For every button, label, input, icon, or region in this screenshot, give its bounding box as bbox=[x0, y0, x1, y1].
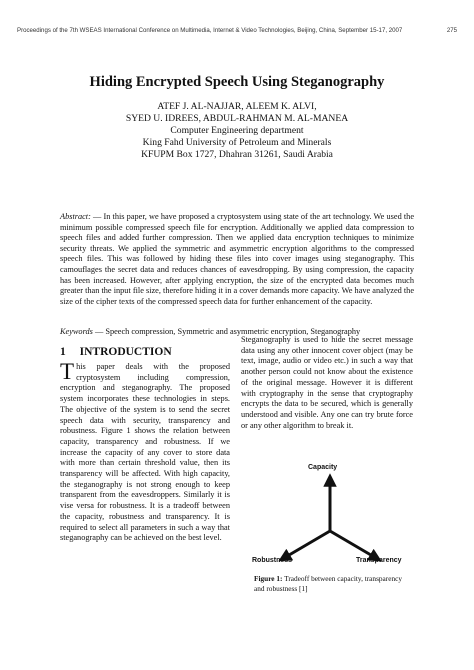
keywords-label: Keywords bbox=[60, 327, 93, 336]
dropcap-letter: T bbox=[60, 359, 75, 384]
figure-1-diagram bbox=[250, 462, 410, 580]
paper-title: Hiding Encrypted Speech Using Steganography bbox=[89, 74, 385, 90]
intro-right-column bbox=[241, 335, 413, 431]
robustness-label: Robustness bbox=[252, 557, 293, 564]
keywords-text: — Speech compression, Symmetric and asymmetric encryption, Steganography bbox=[94, 327, 361, 336]
running-head bbox=[17, 27, 457, 34]
intro-paragraph-left: his paper deals with the proposed cryptosystem including compression, encryption and steganography. The proposed system incorporates these technologies in steps. The objective of the system is to send the secret speech data with security, transparency and robustness. Figure 1 shows the relation between capacity, transparency and robustness. If we increase the capacity of any cover to store data with more than certain threshold value, then its transparency will be affected. With high capacity, the steganography is not strong enough to keep transparent from the eavesdroppers. Similarly it is vise versa for robustness. It is a tradeoff between the capacity, robustness and transparency. It is required to select all parameters in such a way that steganography can be achieved on the best level. bbox=[60, 362, 230, 543]
transparency-label: Transparency bbox=[356, 557, 402, 564]
author-line-1: ATEF J. AL-NAJJAR, ALEEM K. ALVI, bbox=[157, 101, 317, 112]
section-title: INTRODUCTION bbox=[79, 346, 172, 358]
author-line-2: SYED U. IDREES, ABDUL-RAHMAN M. AL-MANEA bbox=[125, 113, 349, 124]
author-block bbox=[0, 101, 474, 161]
affiliation-address: KFUPM Box 1727, Dhahran 31261, Saudi Arabia bbox=[141, 149, 333, 160]
section-heading bbox=[60, 346, 172, 358]
affiliation-department: Computer Engineering department bbox=[170, 125, 304, 136]
figure-caption-label: Figure 1: bbox=[254, 574, 283, 583]
capacity-label: Capacity bbox=[308, 464, 338, 471]
section-number: 1 bbox=[60, 346, 66, 358]
abstract-text: — In this paper, we have proposed a cryptosystem using state of the art technology. We used the minimum possible compressed speech file for encryption. Additionally we applied data compression to speech files and added further compression. Then we applied data encryption techniques to minimize security threats. We applied the symmetric and asymmetric encryption algorithms to the compressed speech files. This was followed by hiding these files into cover images using steganography. This camouflages the secret data and reduces chances of eavesdropping. By using compression, the capacity has been increased. However, after applying encryption, the size of the encrypted data becomes much greater than the input file size, therefore hiding it in a cover demands more capacity. We have analyzed the size of the cipher texts of the compressed speech data for further enhancement of the capacity. bbox=[60, 212, 415, 306]
transparency-arrow bbox=[330, 531, 376, 558]
running-head-text: Proceedings of the 7th WSEAS International Conference on Multimedia, Internet & Video Technologies, Beijing, China, September 15-17, 2007 bbox=[17, 27, 403, 34]
intro-paragraph-right: Steganography is used to hide the secret message data using any other innocent cover object (may be text, image, audio or video etc.) in such a way that another person could not know about the existence of the original message. However it is different with cryptography in the sense that cryptography encrypts the data to be secured, which is generally understood and visible. Any one can try brute force or any other algorithm to break it. bbox=[241, 335, 413, 430]
abstract bbox=[60, 212, 414, 307]
intro-left-column bbox=[60, 359, 230, 544]
figure-1-caption bbox=[254, 574, 414, 594]
abstract-label: Abstract: bbox=[60, 212, 91, 221]
robustness-arrow bbox=[284, 531, 330, 558]
figure-caption-text: Tradeoff between capacity, transparency and robustness [1] bbox=[254, 574, 403, 593]
page-number: 275 bbox=[446, 27, 457, 34]
affiliation-university: King Fahd University of Petroleum and Minerals bbox=[142, 137, 332, 148]
